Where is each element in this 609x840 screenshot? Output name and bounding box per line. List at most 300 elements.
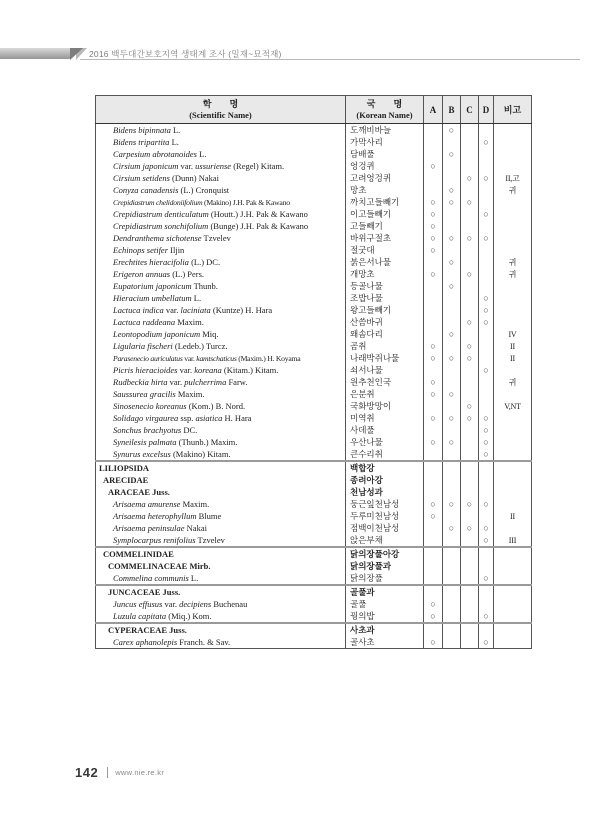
korean-name-cell: 골풀과: [346, 585, 424, 598]
korean-name-cell: 엉겅퀴: [346, 160, 424, 172]
author-name: Iljin: [170, 244, 185, 255]
scientific-name-cell: [96, 547, 346, 560]
author-name: Tzvelev: [197, 534, 225, 545]
survey-mark-cell-d: [479, 124, 494, 137]
survey-mark-cell-b: [443, 498, 461, 510]
scientific-name-cell: [96, 316, 346, 328]
survey-mark-cell-a: [424, 268, 443, 280]
taxon-name: Lactuca raddeana: [113, 316, 176, 327]
species-row: [96, 268, 532, 280]
survey-mark-cell-c: [461, 388, 479, 400]
taxon-name: kamtschaticus: [196, 353, 237, 363]
taxon-name: Syneilesis palmata: [113, 436, 177, 447]
survey-mark-cell-c: [461, 448, 479, 461]
korean-name-cell: 종려아강: [346, 474, 424, 486]
note-cell: [494, 560, 532, 572]
survey-mark-cell-c: [461, 623, 479, 636]
scientific-name-header-ko: 학 명: [202, 99, 239, 109]
survey-mark-cell-b: [443, 412, 461, 424]
presence-circle: ○: [430, 160, 436, 171]
taxon-name: Symplocarpus renifolius: [113, 534, 196, 545]
scientific-name-cell: [96, 623, 346, 636]
survey-mark-cell-c: [461, 572, 479, 585]
survey-mark-cell-a: [424, 364, 443, 376]
author-name: var.: [179, 364, 193, 375]
species-row: [96, 304, 532, 316]
author-name: Maxim.: [182, 498, 210, 509]
presence-circle: ○: [430, 208, 436, 219]
scientific-name-cell: [96, 292, 346, 304]
survey-mark-cell-b: [443, 623, 461, 636]
survey-mark-cell-b: [443, 148, 461, 160]
korean-name-cell: 닭의장풀아강: [346, 547, 424, 560]
note-cell: 귀: [494, 184, 532, 196]
taxon-name: Lactuca indica: [113, 304, 164, 315]
author-name: L.: [171, 136, 179, 147]
survey-mark-cell-d: [479, 610, 494, 623]
species-row: [96, 510, 532, 522]
note-cell: [494, 610, 532, 623]
taxon-name: Ligularia fischeri: [113, 340, 173, 351]
survey-mark-cell-c: [461, 304, 479, 316]
author-name: var.: [180, 160, 194, 171]
survey-mark-cell-d: [479, 498, 494, 510]
korean-name-header-en: (Korean Name): [356, 110, 413, 120]
survey-mark-cell-a: [424, 160, 443, 172]
author-name: (Kitam.) Kitam.: [223, 364, 279, 375]
survey-mark-cell-c: [461, 424, 479, 436]
scientific-name-cell: [96, 585, 346, 598]
korean-name-header-ko: 국 명: [366, 99, 403, 109]
scientific-name-cell: [96, 388, 346, 400]
scientific-name-cell: [96, 256, 346, 268]
species-row: [96, 280, 532, 292]
survey-mark-cell-a: [424, 560, 443, 572]
survey-mark-cell-b: [443, 400, 461, 412]
note-cell: [494, 448, 532, 461]
column-header-a: A: [424, 96, 443, 124]
survey-mark-cell-a: [424, 124, 443, 137]
survey-mark-cell-b: [443, 208, 461, 220]
survey-mark-cell-d: [479, 400, 494, 412]
scientific-name-cell: [96, 268, 346, 280]
survey-mark-cell-d: [479, 196, 494, 208]
survey-mark-cell-d: [479, 328, 494, 340]
survey-mark-cell-b: [443, 172, 461, 184]
scientific-name-cell: [96, 232, 346, 244]
korean-name-cell: 사초과: [346, 623, 424, 636]
note-cell: [494, 598, 532, 610]
survey-mark-cell-a: [424, 388, 443, 400]
korean-name-cell: 쇠서나물: [346, 364, 424, 376]
survey-mark-cell-c: [461, 400, 479, 412]
note-cell: IV: [494, 328, 532, 340]
survey-mark-cell-b: [443, 256, 461, 268]
korean-name-cell: 백합강: [346, 461, 424, 474]
scientific-name-cell: [96, 352, 346, 364]
taxon-name: decipiens: [179, 598, 212, 609]
scientific-name-cell: [96, 172, 346, 184]
note-cell: III: [494, 534, 532, 547]
survey-mark-cell-d: [479, 461, 494, 474]
survey-mark-cell-c: [461, 510, 479, 522]
taxon-section-row: [96, 623, 532, 636]
survey-mark-cell-b: [443, 304, 461, 316]
page-header: [0, 46, 609, 60]
korean-name-cell: 사데풀: [346, 424, 424, 436]
survey-mark-cell-d: [479, 340, 494, 352]
survey-mark-cell-b: [443, 474, 461, 486]
header-tab-bar: [0, 48, 70, 59]
presence-circle: ○: [483, 412, 489, 423]
korean-name-cell: 나래박쥐나물: [346, 352, 424, 364]
taxon-name: koreana: [194, 364, 222, 375]
scientific-name-cell: [96, 280, 346, 292]
survey-mark-cell-c: [461, 148, 479, 160]
korean-name-cell: 산씀바귀: [346, 316, 424, 328]
survey-mark-cell-c: [461, 461, 479, 474]
scientific-name-cell: [96, 560, 346, 572]
page-number: 142: [75, 765, 99, 780]
note-cell: 귀: [494, 376, 532, 388]
survey-mark-cell-a: [424, 474, 443, 486]
taxon-name: Rudbeckia hirta: [113, 376, 168, 387]
korean-name-cell: 고들빼기: [346, 220, 424, 232]
survey-mark-cell-a: [424, 448, 443, 461]
korean-name-cell: 까치고들빼기: [346, 196, 424, 208]
scientific-name-header-en: (Scientific Name): [189, 110, 252, 120]
scientific-name-cell: [96, 220, 346, 232]
taxon-name: Crepidiastrum sonchifolium: [113, 220, 209, 231]
taxon-name: laciniata: [180, 304, 211, 315]
survey-mark-cell-a: [424, 304, 443, 316]
note-cell: [494, 196, 532, 208]
survey-mark-cell-d: [479, 474, 494, 486]
korean-name-cell: 골풀: [346, 598, 424, 610]
survey-mark-cell-c: [461, 585, 479, 598]
note-cell: 귀: [494, 256, 532, 268]
survey-mark-cell-a: [424, 352, 443, 364]
survey-mark-cell-a: [424, 196, 443, 208]
note-cell: [494, 585, 532, 598]
species-row: [96, 610, 532, 623]
scientific-name-cell: [96, 124, 346, 137]
presence-circle: ○: [483, 522, 489, 533]
taxon-name: ussuriense: [195, 160, 232, 171]
presence-circle: ○: [430, 636, 436, 647]
survey-mark-cell-a: [424, 534, 443, 547]
survey-mark-cell-c: [461, 340, 479, 352]
presence-circle: ○: [483, 304, 489, 315]
survey-mark-cell-d: [479, 316, 494, 328]
author-name: (L.) Cronquist: [180, 184, 230, 195]
korean-name-cell: 가막사리: [346, 136, 424, 148]
survey-mark-cell-c: [461, 610, 479, 623]
survey-mark-cell-c: [461, 352, 479, 364]
species-row: [96, 388, 532, 400]
scientific-name-cell: [96, 148, 346, 160]
author-name: (Bunge) J.H. Pak & Kawano: [210, 220, 309, 231]
survey-mark-cell-d: [479, 304, 494, 316]
taxon-name: Erechtites hieracifolia: [113, 256, 189, 267]
presence-circle: ○: [483, 136, 489, 147]
survey-mark-cell-c: [461, 522, 479, 534]
presence-circle: ○: [483, 534, 489, 545]
survey-mark-cell-a: [424, 610, 443, 623]
presence-circle: ○: [430, 196, 436, 207]
taxon-section-row: [96, 560, 532, 572]
taxon-name: Bidens tripartita: [113, 136, 170, 147]
scientific-name-cell: [96, 184, 346, 196]
survey-mark-cell-a: [424, 412, 443, 424]
survey-mark-cell-a: [424, 220, 443, 232]
presence-circle: ○: [430, 598, 436, 609]
note-cell: [494, 136, 532, 148]
presence-circle: ○: [430, 610, 436, 621]
scientific-name-cell: [96, 448, 346, 461]
taxon-name: Luzula capitata: [113, 610, 167, 621]
survey-mark-cell-c: [461, 136, 479, 148]
note-cell: [494, 304, 532, 316]
survey-mark-cell-c: [461, 376, 479, 388]
note-cell: II: [494, 510, 532, 522]
survey-mark-cell-d: [479, 572, 494, 585]
species-table: [95, 95, 532, 649]
presence-circle: ○: [430, 220, 436, 231]
note-cell: [494, 572, 532, 585]
presence-circle: ○: [466, 196, 473, 207]
scientific-name-cell: [96, 340, 346, 352]
author-name: ssp.: [180, 412, 194, 423]
survey-mark-cell-b: [443, 522, 461, 534]
survey-mark-cell-b: [443, 510, 461, 522]
survey-mark-cell-c: [461, 547, 479, 560]
scientific-name-cell: [96, 208, 346, 220]
survey-mark-cell-b: [443, 598, 461, 610]
column-header-korean-name: [346, 96, 424, 124]
species-row: [96, 598, 532, 610]
note-cell: [494, 388, 532, 400]
species-row: [96, 136, 532, 148]
survey-mark-cell-a: [424, 424, 443, 436]
survey-mark-cell-a: [424, 400, 443, 412]
column-header-b: B: [443, 96, 461, 124]
survey-mark-cell-d: [479, 208, 494, 220]
korean-name-cell: 고려엉겅퀴: [346, 172, 424, 184]
author-name: (Miq.) Kom.: [168, 610, 212, 621]
author-name: COMMELINIDAE: [103, 548, 174, 559]
presence-circle: ○: [483, 292, 489, 303]
scientific-name-cell: [96, 461, 346, 474]
species-row: [96, 534, 532, 547]
note-cell: V,NT: [494, 400, 532, 412]
survey-mark-cell-c: [461, 196, 479, 208]
korean-name-cell: 왜솜다리: [346, 328, 424, 340]
presence-circle: ○: [448, 196, 455, 207]
taxon-name: Synurus excelsus: [113, 448, 171, 459]
species-row: [96, 160, 532, 172]
taxon-name: Eupatorium japonicum: [113, 280, 192, 291]
taxon-name: Dendranthema sichotense: [113, 232, 202, 243]
korean-name-cell: 닭의장풀과: [346, 560, 424, 572]
scientific-name-cell: [96, 244, 346, 256]
note-cell: 귀: [494, 268, 532, 280]
presence-circle: ○: [466, 352, 473, 363]
note-cell: [494, 280, 532, 292]
presence-circle: ○: [483, 572, 489, 583]
survey-mark-cell-b: [443, 196, 461, 208]
taxon-name: Arisaema peninsulae: [113, 522, 185, 533]
author-name: var.: [184, 353, 195, 363]
taxon-name: pulcherrima: [184, 376, 227, 387]
survey-mark-cell-d: [479, 424, 494, 436]
presence-circle: ○: [430, 268, 436, 279]
species-row: [96, 436, 532, 448]
note-cell: [494, 636, 532, 649]
survey-mark-cell-d: [479, 388, 494, 400]
survey-mark-cell-c: [461, 328, 479, 340]
species-row: [96, 364, 532, 376]
presence-circle: ○: [483, 436, 489, 447]
survey-mark-cell-c: [461, 498, 479, 510]
taxon-name: Echinops setifer: [113, 244, 169, 255]
presence-circle: ○: [448, 256, 455, 267]
survey-mark-cell-a: [424, 510, 443, 522]
species-row: [96, 328, 532, 340]
scientific-name-cell: [96, 412, 346, 424]
author-name: Blume: [198, 510, 222, 521]
author-name: ARECIDAE: [103, 474, 149, 485]
presence-circle: ○: [430, 232, 436, 243]
survey-mark-cell-d: [479, 448, 494, 461]
presence-circle: ○: [483, 208, 489, 219]
author-name: Franch. & Sav.: [179, 636, 231, 647]
species-row: [96, 292, 532, 304]
footer-url: www.nie.re.kr: [115, 768, 165, 777]
survey-mark-cell-d: [479, 352, 494, 364]
species-row: [96, 208, 532, 220]
author-name: L.: [199, 148, 207, 159]
survey-mark-cell-a: [424, 328, 443, 340]
survey-mark-cell-c: [461, 316, 479, 328]
author-name: (Kom.) B. Nord.: [188, 400, 246, 411]
presence-circle: ○: [483, 610, 489, 621]
korean-name-cell: 도깨비바늘: [346, 124, 424, 137]
taxon-name: Sinosenecio koreanus: [113, 400, 187, 411]
korean-name-cell: 붉은서나물: [346, 256, 424, 268]
taxon-name: Carpesium abrotanoides: [113, 148, 197, 159]
survey-mark-cell-b: [443, 292, 461, 304]
note-cell: [494, 498, 532, 510]
survey-mark-cell-b: [443, 268, 461, 280]
survey-mark-cell-b: [443, 184, 461, 196]
korean-name-cell: 원추천인국: [346, 376, 424, 388]
author-name: Nakai: [186, 522, 207, 533]
taxon-name: Crepidiastrum denticulatum: [113, 208, 209, 219]
author-name: (Ledeb.) Turcz.: [174, 340, 228, 351]
scientific-name-cell: [96, 364, 346, 376]
author-name: CYPERACEAE Juss.: [108, 624, 187, 635]
presence-circle: ○: [466, 522, 473, 533]
survey-mark-cell-b: [443, 124, 461, 137]
taxon-name: Sonchus brachyotus: [113, 424, 182, 435]
survey-mark-cell-d: [479, 172, 494, 184]
survey-mark-cell-c: [461, 172, 479, 184]
taxon-name: Solidago virgaurea: [113, 412, 179, 423]
survey-mark-cell-d: [479, 522, 494, 534]
taxon-name: Parasenecio auriculatus: [113, 353, 183, 363]
species-row: [96, 498, 532, 510]
column-header-d: D: [479, 96, 494, 124]
scientific-name-cell: [96, 160, 346, 172]
survey-mark-cell-b: [443, 364, 461, 376]
survey-mark-cell-d: [479, 560, 494, 572]
author-name: Farw.: [228, 376, 248, 387]
survey-mark-cell-c: [461, 292, 479, 304]
author-name: (L.) DC.: [191, 256, 221, 267]
survey-mark-cell-b: [443, 244, 461, 256]
korean-name-cell: 절굿대: [346, 244, 424, 256]
survey-mark-cell-a: [424, 172, 443, 184]
author-name: Maxim.: [177, 316, 204, 327]
korean-name-cell: 우산나물: [346, 436, 424, 448]
species-row: [96, 232, 532, 244]
scientific-name-cell: [96, 436, 346, 448]
survey-mark-cell-d: [479, 232, 494, 244]
survey-mark-cell-c: [461, 256, 479, 268]
taxon-name: Saussurea gracilis: [113, 388, 176, 399]
korean-name-cell: 담배풀: [346, 148, 424, 160]
survey-mark-cell-a: [424, 498, 443, 510]
korean-name-cell: 천남성과: [346, 486, 424, 498]
survey-mark-cell-b: [443, 316, 461, 328]
survey-mark-cell-b: [443, 585, 461, 598]
column-header-c: C: [461, 96, 479, 124]
footer-separator: [107, 767, 108, 778]
survey-mark-cell-b: [443, 280, 461, 292]
survey-mark-cell-b: [443, 560, 461, 572]
presence-circle: ○: [430, 244, 436, 255]
survey-mark-cell-b: [443, 352, 461, 364]
presence-circle: ○: [483, 172, 489, 183]
korean-name-cell: 두루미천남성: [346, 510, 424, 522]
presence-circle: ○: [466, 340, 473, 351]
species-row: [96, 636, 532, 649]
survey-mark-cell-c: [461, 208, 479, 220]
survey-mark-cell-a: [424, 376, 443, 388]
presence-circle: ○: [448, 352, 455, 363]
note-cell: [494, 160, 532, 172]
presence-circle: ○: [466, 412, 473, 423]
species-row: [96, 196, 532, 208]
presence-circle: ○: [448, 498, 455, 509]
survey-mark-cell-a: [424, 232, 443, 244]
presence-circle: ○: [483, 448, 489, 459]
presence-circle: ○: [430, 388, 436, 399]
scientific-name-cell: [96, 424, 346, 436]
survey-mark-cell-d: [479, 412, 494, 424]
survey-mark-cell-d: [479, 268, 494, 280]
note-cell: [494, 220, 532, 232]
taxon-name: Cirsium setidens: [113, 172, 170, 183]
species-row: [96, 448, 532, 461]
korean-name-cell: 골사초: [346, 636, 424, 649]
survey-mark-cell-c: [461, 364, 479, 376]
author-name: L.: [190, 572, 199, 583]
taxon-section-row: [96, 585, 532, 598]
survey-mark-cell-a: [424, 340, 443, 352]
species-row: [96, 124, 532, 137]
